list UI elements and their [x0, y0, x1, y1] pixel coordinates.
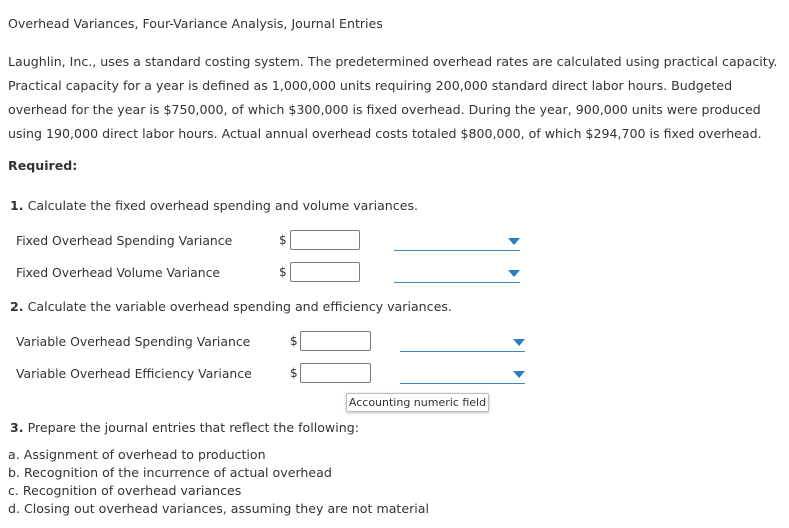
- question-3-number: 3.: [10, 420, 24, 435]
- journal-entry-list: [8, 446, 429, 518]
- variable-spending-label: Variable Overhead Spending Variance: [16, 334, 251, 349]
- question-2-text: Calculate the variable overhead spending and efficiency variances.: [27, 299, 452, 314]
- question-1-text: Calculate the fixed overhead spending and volume variances.: [27, 198, 419, 213]
- question-3: [10, 420, 359, 435]
- variable-efficiency-label: Variable Overhead Efficiency Variance: [16, 366, 252, 381]
- page-title: Overhead Variances, Four-Variance Analysis, Journal Entries: [8, 16, 383, 31]
- list-item: c. Recognition of overhead variances: [8, 483, 242, 498]
- currency-symbol: $: [290, 334, 298, 348]
- variable-spending-dropdown[interactable]: [400, 337, 525, 352]
- variable-efficiency-dropdown[interactable]: [400, 369, 525, 384]
- variable-efficiency-input[interactable]: [300, 363, 371, 383]
- fixed-spending-dropdown[interactable]: [394, 236, 520, 251]
- chevron-down-icon: [508, 270, 520, 277]
- list-item: b. Recognition of the incurrence of actual overhead: [8, 465, 332, 480]
- chevron-down-icon: [508, 238, 520, 245]
- fixed-volume-input[interactable]: [290, 262, 360, 282]
- question-2-number: 2.: [10, 299, 24, 314]
- question-1-number: 1.: [10, 198, 24, 213]
- question-1: [10, 198, 418, 213]
- currency-symbol: $: [290, 366, 298, 380]
- currency-symbol: $: [279, 265, 287, 279]
- list-item: a. Assignment of overhead to production: [8, 447, 266, 462]
- variable-spending-input[interactable]: [300, 331, 371, 351]
- chevron-down-icon: [513, 371, 525, 378]
- list-item: d. Closing out overhead variances, assuming they are not material: [8, 501, 430, 516]
- fixed-spending-label: Fixed Overhead Spending Variance: [16, 233, 233, 248]
- required-heading: Required:: [8, 158, 78, 173]
- fixed-volume-dropdown[interactable]: [394, 268, 520, 283]
- fixed-spending-input[interactable]: [290, 230, 360, 250]
- accounting-field-tooltip: Accounting numeric field: [346, 393, 489, 412]
- chevron-down-icon: [513, 339, 525, 346]
- currency-symbol: $: [279, 233, 287, 247]
- question-3-text: Prepare the journal entries that reflect the following:: [27, 420, 359, 435]
- question-2: [10, 299, 452, 314]
- fixed-volume-label: Fixed Overhead Volume Variance: [16, 265, 221, 280]
- problem-paragraph: Laughlin, Inc., uses a standard costing system. The predetermined overhead rates are calculated using practical capacity. Practical capacity for a year is defined as 1,000,000 units requiring 200,000 standard direct labor hours. Budgeted overhead for the year is $750,000, of which $300,000 is fixed overhead. During the year, 900,000 units were produced using 190,000 direct labor hours. Actual annual overhead costs totaled $800,000, of which $294,700 is fixed overhead.: [8, 54, 778, 141]
